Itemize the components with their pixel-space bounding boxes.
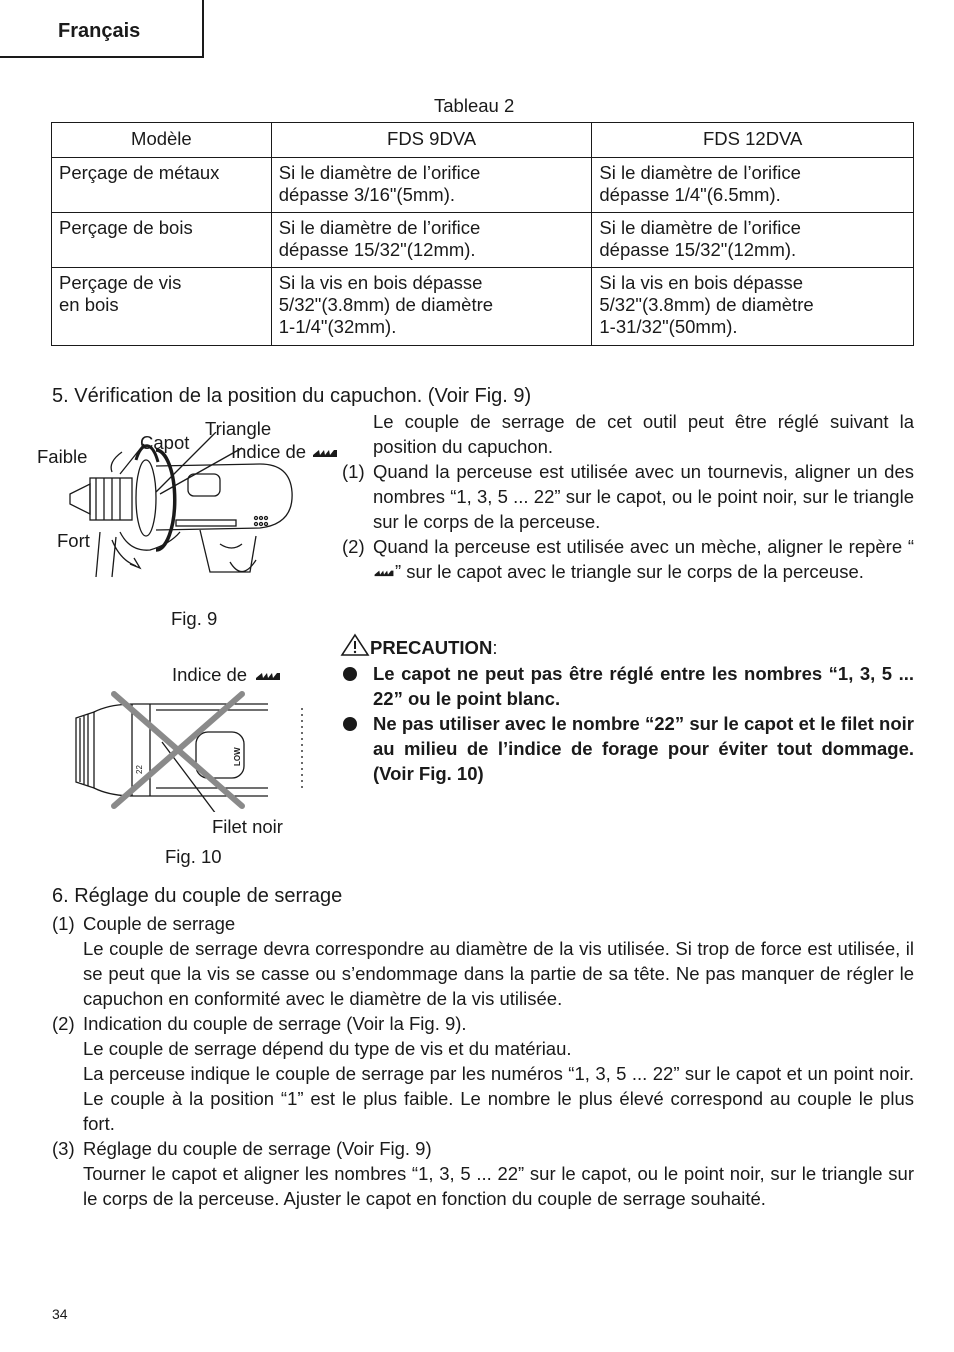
section-5-item-num: (2) [342,536,365,557]
table-row [52,213,914,268]
fig9-indice-text: Indice de [231,441,307,462]
table-header-cell: FDS 9DVA [271,123,592,158]
section-6-title: 6. Réglage du couple de serrage [52,885,343,907]
fig10-indice-text: Indice de [172,664,248,685]
fig9-label-capot: Capot [140,432,190,453]
table-header-cell: FDS 12DVA [592,123,914,158]
table-cell: Si le diamètre de l’orifice dépasse 15/32"(12mm). [592,213,914,268]
section-6-item [83,1136,914,1211]
section-6-item [83,1011,914,1136]
fig9-label-triangle: Triangle [205,418,272,439]
section-6-item-body: Le couple de serrage dépend du type de vis et du matériau. [83,1038,572,1059]
fig9-label-faible: Faible [37,446,88,467]
section-6-item-heading: Indication du couple de serrage (Voir la Fig. 9). [83,1013,467,1034]
drill-bit-icon [373,568,395,578]
section-6-item-num: (3) [52,1138,75,1159]
bullet-icon [343,667,357,681]
table-cell: Si la vis en bois dépasse 5/32"(3.8mm) de diamètre 1-31/32"(50mm). [592,268,914,346]
table-cell: Perçage de bois [52,213,272,268]
drill-bit-icon [252,670,284,682]
fig10-marking-22: 22 [135,765,144,774]
fig10-label-filet: Filet noir [212,816,283,837]
caution-heading [340,633,497,659]
fig10-caption: Fig. 10 [165,846,222,867]
section-5-item-num: (1) [342,461,365,482]
fig10-cross-mark [114,694,242,806]
caution-item: Ne pas utiliser avec le nombre “22” sur le capot et le filet noir au milieu de l’indice de forage pour éviter tout dommage. (Voir Fig. 10) [373,713,914,784]
fig9-label-fort: Fort [57,530,90,551]
section-6-item-heading: Couple de serrage [83,913,236,934]
section-5-title: 5. Vérification de la position du capuchon. (Voir Fig. 9) [52,385,532,407]
section-6-item-body: La perceuse indique le couple de serrage par les numéros “1, 3, 5 ... 22” sur le capot et un point noir. Le couple à la position “1” est le plus faible. Le nombre le plus élevé correspond au couple le plus fort. [83,1063,914,1134]
section-5-item-text-after: ” sur le capot avec le triangle sur le corps de la perceuse. [395,561,864,582]
table-cell: Perçage de vis en bois [52,268,272,346]
drill-bit-icon [311,447,339,459]
section-6-item-num: (2) [52,1013,75,1034]
caution-item: Le capot ne peut pas être réglé entre les nombres “1, 3, 5 ... 22” ou le point blanc. [373,663,914,709]
fig10-label-indice [172,664,284,686]
table-cell: Si le diamètre de l’orifice dépasse 1/4"(6.5mm). [592,158,914,213]
language-label: Français [58,20,141,42]
section-5-item-text-before: Quand la perceuse est utilisée avec un mèche, aligner le repère “ [373,536,914,557]
table-row [52,158,914,213]
table-header-cell: Modèle [52,123,272,158]
section-5-item-text [373,534,914,584]
caution-colon: : [492,637,498,658]
page-number: 34 [52,1306,68,1322]
table-cell: Si le diamètre de l’orifice dépasse 15/32"(12mm). [271,213,592,268]
fig9-caption: Fig. 9 [171,608,218,629]
warning-triangle-icon [340,633,370,657]
table-cell: Perçage de métaux [52,158,272,213]
section-6-item [83,911,914,1011]
fig10-capot-illustration [70,688,306,812]
table-row [52,268,914,346]
section-6-item-body: Tourner le capot et aligner les nombres “1, 3, 5 ... 22” sur le capot, ou le point noir, sur le triangle sur le corps de la perceuse. Ajuster le capot en fonction du couple de serrage souhaité. [83,1163,914,1209]
spec-table [51,122,914,346]
bullet-icon [343,717,357,731]
section-6-item-num: (1) [52,913,75,934]
table-cell: Si le diamètre de l’orifice dépasse 3/16"(5mm). [271,158,592,213]
caution-title: PRECAUTION [370,637,493,658]
fig10-marking-low: LOW [233,747,242,766]
section-6-item-heading: Réglage du couple de serrage (Voir Fig. 9) [83,1138,432,1159]
language-tab [0,0,204,58]
section-5-item-text: Quand la perceuse est utilisée avec un tournevis, aligner un des nombres “1, 3, 5 ... 22” sur le capot, ou le point noir, sur le triangle sur le corps de la perceuse. [373,461,914,532]
section-6-item-body: Le couple de serrage devra correspondre au diamètre de la vis utilisée. Si trop de force est utilisée, il se peut que la vis se casse ou s’endommage dans la partie de sa tête. Ne pas manquer de régler le capuchon en conformité avec le diamètre de la vis utilisée. [83,938,914,1009]
section-5-intro: Le couple de serrage de cet outil peut être réglé suivant la position du capuchon. [373,411,914,457]
table-header-row [52,123,914,158]
table-cell: Si la vis en bois dépasse 5/32"(3.8mm) de diamètre 1-1/4"(32mm). [271,268,592,346]
table-caption: Tableau 2 [434,95,515,116]
fig9-label-indice [231,441,339,463]
